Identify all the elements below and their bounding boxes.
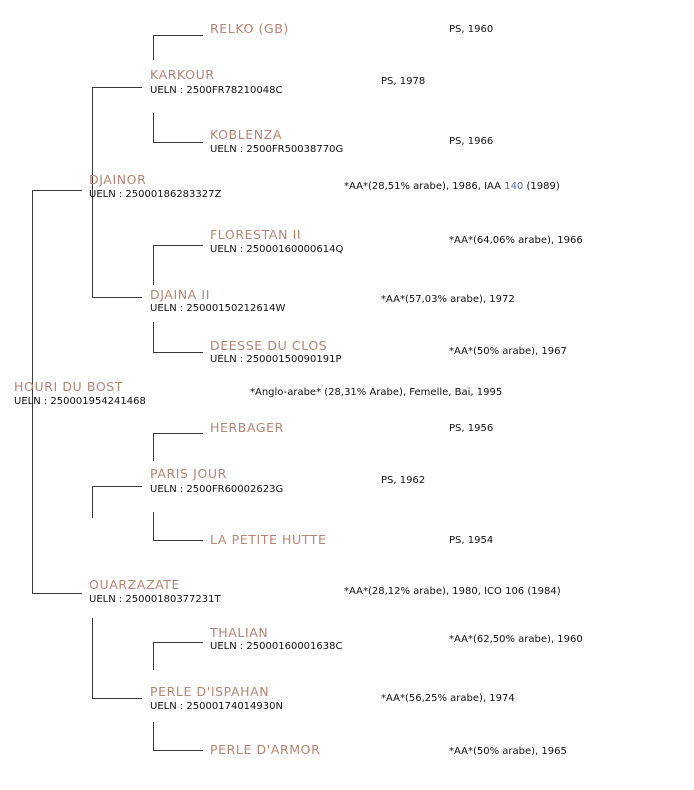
horse-info-parisjour: PS, 1962 bbox=[381, 475, 426, 486]
horse-info-djainor bbox=[344, 180, 560, 193]
horse-name-thalian[interactable]: THALIAN bbox=[210, 625, 269, 640]
horse-name-perlearm[interactable]: PERLE D'ARMOR bbox=[210, 742, 321, 757]
horse-info-hutte: PS, 1954 bbox=[449, 535, 494, 546]
horse-name-karkour[interactable]: KARKOUR bbox=[150, 67, 215, 82]
horse-name-ouarzazate[interactable]: OUARZAZATE bbox=[89, 577, 181, 592]
horse-ueln-perleisp: UELN : 25000174014930N bbox=[150, 701, 283, 712]
connector-line bbox=[153, 642, 203, 643]
horse-ueln-djainor: UELN : 25000186283327Z bbox=[89, 189, 222, 200]
connector-line bbox=[92, 698, 142, 699]
horse-ueln-deesse: UELN : 25000150090191P bbox=[210, 354, 342, 365]
horse-info-florestan: *AA*(64,06% arabe), 1966 bbox=[449, 235, 583, 246]
connector-line bbox=[153, 512, 154, 540]
horse-info-karkour: PS, 1978 bbox=[381, 76, 426, 87]
horse-info-deesse: *AA*(50% arabe), 1967 bbox=[449, 346, 567, 357]
connector-line bbox=[92, 618, 93, 698]
horse-name-koblenza[interactable]: KOBLENZA bbox=[210, 127, 283, 142]
horse-ueln-djaina: UELN : 25000150212614W bbox=[150, 303, 286, 314]
horse-name-perleisp[interactable]: PERLE D'ISPAHAN bbox=[150, 684, 270, 699]
horse-info-djainor-prefix: *AA*(28,51% arabe), 1986, IAA bbox=[344, 181, 505, 192]
horse-info-koblenza: PS, 1966 bbox=[449, 136, 494, 147]
connector-line bbox=[153, 750, 203, 751]
horse-info-ouarzazate: *AA*(28,12% arabe), 1980, ICO 106 (1984) bbox=[344, 586, 561, 597]
horse-name-parisjour[interactable]: PARIS JOUR bbox=[150, 466, 227, 481]
horse-info-houri: *Anglo-arabe* (28,31% Arabe), Femelle, Bai, 1995 bbox=[250, 387, 503, 398]
horse-ueln-thalian: UELN : 25000160001638C bbox=[210, 641, 343, 652]
horse-info-thalian: *AA*(62,50% arabe), 1960 bbox=[449, 634, 583, 645]
horse-name-djainor[interactable]: DJAINOR bbox=[89, 172, 147, 187]
horse-ueln-houri: UELN : 250001954241468 bbox=[14, 396, 146, 407]
horse-name-djaina[interactable]: DJAINA II bbox=[150, 287, 210, 302]
horse-info-herbager: PS, 1956 bbox=[449, 423, 494, 434]
horse-ueln-karkour: UELN : 2500FR78210048C bbox=[150, 85, 283, 96]
horse-info-djainor-suffix: (1989) bbox=[523, 181, 560, 192]
connector-line bbox=[153, 642, 154, 670]
connector-line bbox=[153, 35, 154, 60]
horse-name-houri[interactable]: HOURI DU BOST bbox=[14, 379, 124, 394]
horse-ueln-koblenza: UELN : 2500FR50038770G bbox=[210, 144, 344, 155]
connector-line bbox=[92, 486, 93, 518]
connector-line bbox=[153, 113, 154, 142]
connector-line bbox=[32, 190, 82, 191]
horse-name-florestan[interactable]: FLORESTAN II bbox=[210, 227, 302, 242]
horse-name-relko[interactable]: RELKO (GB) bbox=[210, 21, 289, 36]
horse-name-deesse[interactable]: DEESSE DU CLOS bbox=[210, 338, 328, 353]
connector-line bbox=[153, 35, 203, 36]
connector-line bbox=[32, 593, 82, 594]
horse-info-djaina: *AA*(57,03% arabe), 1972 bbox=[381, 294, 515, 305]
connector-line bbox=[153, 433, 154, 461]
connector-line bbox=[92, 486, 142, 487]
connector-line bbox=[153, 245, 154, 285]
connector-line bbox=[153, 142, 203, 143]
horse-ueln-parisjour: UELN : 2500FR60002623G bbox=[150, 484, 284, 495]
horse-ueln-ouarzazate: UELN : 25000180377231T bbox=[89, 594, 221, 605]
connector-line bbox=[153, 352, 203, 353]
connector-line bbox=[92, 297, 142, 298]
horse-info-perleisp: *AA*(56,25% arabe), 1974 bbox=[381, 693, 515, 704]
horse-name-hutte[interactable]: LA PETITE HUTTE bbox=[210, 532, 327, 547]
connector-line bbox=[153, 322, 154, 352]
horse-ueln-florestan: UELN : 25000160000614Q bbox=[210, 244, 344, 255]
horse-name-herbager[interactable]: HERBAGER bbox=[210, 420, 284, 435]
horse-info-perlearm: *AA*(50% arabe), 1965 bbox=[449, 746, 567, 757]
connector-line bbox=[92, 87, 142, 88]
connector-line bbox=[153, 433, 203, 434]
connector-line bbox=[153, 722, 154, 750]
horse-info-relko: PS, 1960 bbox=[449, 24, 494, 35]
connector-line bbox=[153, 540, 203, 541]
iaa-value: 140 bbox=[504, 181, 524, 192]
connector-line bbox=[153, 245, 203, 246]
